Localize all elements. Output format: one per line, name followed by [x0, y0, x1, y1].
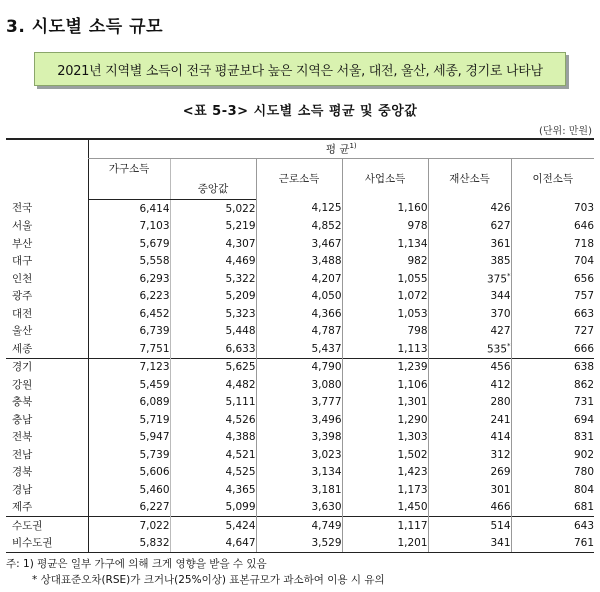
business-cell: 1,303 — [342, 429, 428, 447]
property-cell: 627 — [428, 218, 511, 236]
median-cell: 5,323 — [170, 305, 256, 323]
labor-header: 근로소득 — [256, 159, 342, 200]
property-cell: 269 — [428, 464, 511, 482]
region-cell: 경기 — [6, 358, 88, 376]
household-cell: 7,751 — [88, 340, 170, 358]
transfer-cell: 902 — [511, 446, 594, 464]
footnote-2: * 상대표준오차(RSE)가 크거나(25%이상) 표본규모가 과소하여 이용 시 유의 — [32, 574, 385, 586]
table-row — [6, 394, 594, 412]
property-cell: 280 — [428, 394, 511, 412]
labor-cell: 4,787 — [256, 323, 342, 341]
household-cell: 6,739 — [88, 323, 170, 341]
footnote-1: 주: 1) 평균은 일부 가구에 의해 크게 영향을 받을 수 있음 — [6, 558, 267, 570]
table-row — [6, 499, 594, 517]
labor-cell: 3,488 — [256, 253, 342, 271]
table-row — [6, 340, 594, 358]
transfer-header: 이전소득 — [511, 159, 594, 200]
table-row — [6, 411, 594, 429]
household-cell: 5,832 — [88, 535, 170, 553]
property-cell: 456 — [428, 358, 511, 376]
income-table — [6, 138, 594, 553]
business-cell: 1,239 — [342, 358, 428, 376]
household-cell: 7,103 — [88, 218, 170, 236]
property-cell: 385 — [428, 253, 511, 271]
median-cell: 4,307 — [170, 235, 256, 253]
business-cell: 1,450 — [342, 499, 428, 517]
household-cell: 6,414 — [88, 200, 170, 218]
table-row — [6, 323, 594, 341]
household-cell: 6,223 — [88, 288, 170, 306]
labor-cell: 5,437 — [256, 340, 342, 358]
business-cell: 1,160 — [342, 200, 428, 218]
labor-cell: 4,207 — [256, 270, 342, 288]
median-cell: 4,388 — [170, 429, 256, 447]
region-cell: 세종 — [12, 342, 33, 355]
table-row — [6, 288, 594, 306]
region-cell: 전북 — [12, 431, 33, 443]
transfer-cell: 757 — [511, 288, 594, 306]
region-cell: 강원 — [12, 378, 33, 391]
property-cell: 312 — [428, 446, 511, 464]
labor-cell: 4,125 — [256, 200, 342, 218]
average-header: 평 균$^{1)}$ — [88, 139, 594, 159]
median-cell: 5,322 — [170, 270, 256, 288]
region-header-cell — [6, 139, 88, 200]
property-cell: 361 — [428, 235, 511, 253]
household-header: 가구소득 — [88, 159, 170, 180]
labor-cell: 3,630 — [256, 499, 342, 517]
table-row — [6, 270, 594, 288]
transfer-cell: 731 — [511, 394, 594, 412]
labor-cell: 3,777 — [256, 394, 342, 412]
household-cell: 5,739 — [88, 446, 170, 464]
summary-text: 2021년 지역별 소득이 전국 평균보다 높은 지역은 서울, 대전, 울산, 세종, 경기로 나타남 — [57, 63, 543, 79]
table-row — [6, 464, 594, 482]
median-cell: 5,209 — [170, 288, 256, 306]
business-cell: 1,173 — [342, 481, 428, 499]
labor-cell: 4,749 — [256, 517, 342, 535]
household-cell: 7,123 — [88, 358, 170, 376]
median-header: 중앙값 — [170, 179, 256, 200]
transfer-cell: 643 — [511, 517, 594, 535]
region-cell: 수도권 — [6, 517, 88, 535]
property-cell: 535* — [428, 340, 511, 358]
business-cell: 1,502 — [342, 446, 428, 464]
table-row — [6, 200, 594, 218]
household-cell: 5,459 — [88, 376, 170, 394]
region-cell: 비수도권 — [6, 535, 88, 553]
property-cell: 427 — [428, 323, 511, 341]
business-header: 사업소득 — [342, 159, 428, 200]
business-cell: 1,201 — [342, 535, 428, 553]
table-row — [6, 429, 594, 447]
transfer-cell: 656 — [511, 270, 594, 288]
household-cell: 6,089 — [88, 394, 170, 412]
region-cell: 경북 — [12, 466, 33, 478]
business-cell: 1,106 — [342, 376, 428, 394]
region-cell: 서울 — [12, 220, 33, 232]
property-cell: 514 — [428, 517, 511, 535]
labor-cell: 3,529 — [256, 535, 342, 553]
median-cell: 4,365 — [170, 481, 256, 499]
business-cell: 1,117 — [342, 517, 428, 535]
median-cell: 6,633 — [170, 340, 256, 358]
labor-cell: 4,366 — [256, 305, 342, 323]
region-cell: 대전 — [12, 307, 33, 320]
labor-cell: 3,496 — [256, 411, 342, 429]
region-cell: 충북 — [12, 396, 33, 408]
median-cell: 5,448 — [170, 323, 256, 341]
property-cell: 426 — [428, 200, 511, 218]
business-cell: 1,301 — [342, 394, 428, 412]
transfer-cell: 704 — [511, 253, 594, 271]
labor-cell: 3,134 — [256, 464, 342, 482]
property-cell: 375* — [428, 270, 511, 288]
region-cell: 전남 — [12, 448, 33, 461]
household-cell: 6,227 — [88, 499, 170, 517]
business-cell: 1,113 — [342, 340, 428, 358]
median-cell: 4,521 — [170, 446, 256, 464]
business-cell: 982 — [342, 253, 428, 271]
region-cell: 경남 — [12, 483, 33, 496]
table-body — [6, 200, 594, 553]
household-cell: 5,679 — [88, 235, 170, 253]
property-cell: 466 — [428, 499, 511, 517]
property-cell: 414 — [428, 429, 511, 447]
labor-cell: 3,467 — [256, 235, 342, 253]
property-cell: 344 — [428, 288, 511, 306]
median-cell: 5,219 — [170, 218, 256, 236]
median-cell: 4,525 — [170, 464, 256, 482]
transfer-cell: 703 — [511, 200, 594, 218]
transfer-cell: 780 — [511, 464, 594, 482]
region-cell: 부산 — [12, 237, 33, 250]
region-cell: 충남 — [12, 413, 33, 426]
table-row — [6, 376, 594, 394]
business-cell: 978 — [342, 218, 428, 236]
median-cell: 4,469 — [170, 253, 256, 271]
rse-mark: * — [507, 341, 511, 350]
median-cell: 5,625 — [170, 358, 256, 376]
transfer-cell: 638 — [511, 358, 594, 376]
business-cell: 1,290 — [342, 411, 428, 429]
region-cell: 전국 — [12, 202, 33, 215]
household-cell: 5,606 — [88, 464, 170, 482]
table-row — [6, 305, 594, 323]
transfer-cell: 666 — [511, 340, 594, 358]
rse-mark: * — [507, 271, 511, 280]
labor-cell: 4,050 — [256, 288, 342, 306]
household-header-spacer — [88, 179, 170, 200]
median-cell: 5,111 — [170, 394, 256, 412]
transfer-cell: 831 — [511, 429, 594, 447]
business-cell: 798 — [342, 323, 428, 341]
region-cell: 제주 — [12, 501, 33, 513]
transfer-cell: 761 — [511, 535, 594, 553]
region-cell: 인천 — [12, 272, 33, 285]
business-cell: 1,423 — [342, 464, 428, 482]
property-cell: 412 — [428, 376, 511, 394]
table-row — [6, 481, 594, 499]
table-row — [6, 218, 594, 236]
transfer-cell: 663 — [511, 305, 594, 323]
table-row — [6, 446, 594, 464]
region-cell: 광주 — [12, 290, 33, 302]
table-row — [6, 253, 594, 271]
region-cell: 대구 — [12, 255, 33, 267]
business-cell: 1,053 — [342, 305, 428, 323]
transfer-cell: 718 — [511, 235, 594, 253]
household-cell: 6,293 — [88, 270, 170, 288]
summary-highlight-box — [34, 52, 566, 86]
labor-cell: 3,181 — [256, 481, 342, 499]
median-cell: 4,647 — [170, 535, 256, 553]
table-row — [6, 535, 594, 553]
business-cell: 1,072 — [342, 288, 428, 306]
table-header — [6, 139, 594, 200]
property-header: 재산소득 — [428, 159, 511, 200]
labor-cell: 3,080 — [256, 376, 342, 394]
transfer-cell: 646 — [511, 218, 594, 236]
household-cell: 5,558 — [88, 253, 170, 271]
transfer-cell: 681 — [511, 499, 594, 517]
transfer-cell: 727 — [511, 323, 594, 341]
labor-cell: 4,852 — [256, 218, 342, 236]
median-cell: 5,099 — [170, 499, 256, 517]
median-header-spacer — [170, 159, 256, 180]
labor-cell: 3,023 — [256, 446, 342, 464]
labor-cell: 3,398 — [256, 429, 342, 447]
table-row — [6, 235, 594, 253]
transfer-cell: 804 — [511, 481, 594, 499]
business-cell: 1,055 — [342, 270, 428, 288]
section-title: 3. 시도별 소득 규모 — [6, 17, 163, 37]
table-title: <표 5-3> 시도별 소득 평균 및 중앙값 — [182, 104, 418, 119]
property-cell: 370 — [428, 305, 511, 323]
table-row — [6, 358, 594, 376]
median-cell: 4,482 — [170, 376, 256, 394]
business-cell: 1,134 — [342, 235, 428, 253]
household-cell: 7,022 — [88, 517, 170, 535]
region-cell: 울산 — [12, 325, 33, 337]
median-cell: 5,022 — [170, 200, 256, 218]
household-cell: 6,452 — [88, 305, 170, 323]
property-cell: 341 — [428, 535, 511, 553]
unit-label: (단위: 만원) — [539, 126, 592, 137]
table-row — [6, 517, 594, 535]
labor-cell: 4,790 — [256, 358, 342, 376]
property-cell: 241 — [428, 411, 511, 429]
household-cell: 5,947 — [88, 429, 170, 447]
household-cell: 5,460 — [88, 481, 170, 499]
transfer-cell: 862 — [511, 376, 594, 394]
property-cell: 301 — [428, 481, 511, 499]
median-cell: 4,526 — [170, 411, 256, 429]
transfer-cell: 694 — [511, 411, 594, 429]
household-cell: 5,719 — [88, 411, 170, 429]
median-cell: 5,424 — [170, 517, 256, 535]
